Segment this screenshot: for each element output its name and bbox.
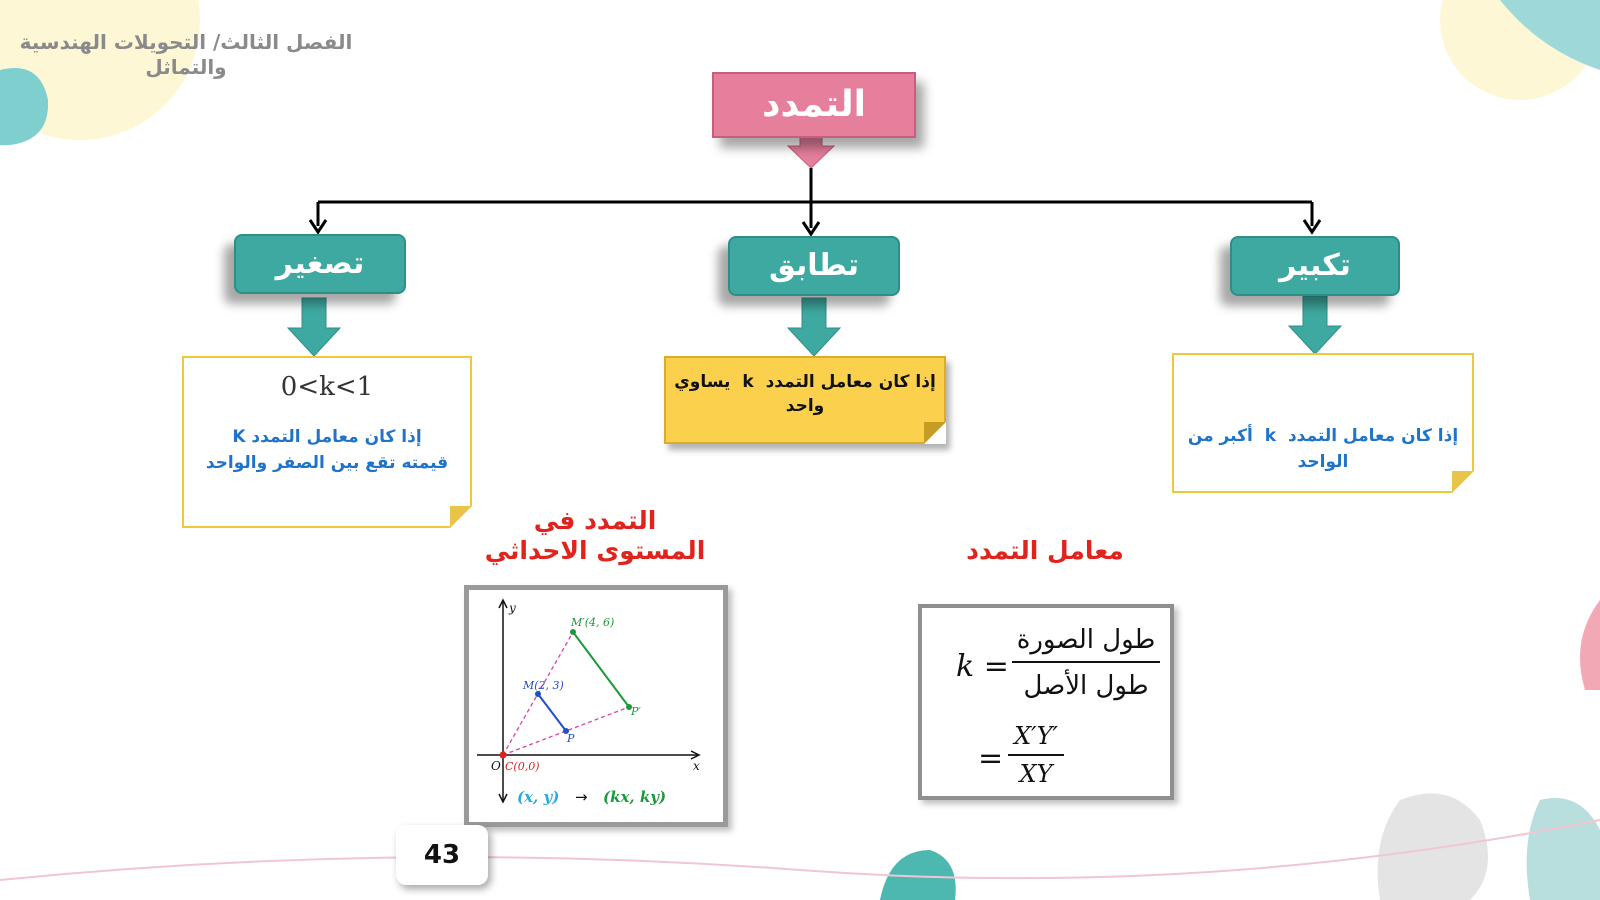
note-reduce-range: 0<k<1 bbox=[280, 372, 374, 402]
category-reduce-label: تصغير bbox=[275, 246, 365, 281]
page-fold-icon bbox=[450, 506, 472, 528]
chapter-title-line1: الفصل الثالث/ التحويلات الهندسية bbox=[19, 30, 353, 54]
scale-factor-title: معامل التمدد bbox=[966, 536, 1124, 565]
graph-x-label: x bbox=[693, 759, 700, 773]
main-title: التمدد bbox=[762, 84, 866, 125]
rule-arrow-icon: → bbox=[575, 788, 588, 806]
formula-num2: X′Y′ bbox=[1014, 722, 1058, 750]
page-fold-icon bbox=[1452, 471, 1474, 493]
original-segment bbox=[538, 694, 566, 731]
category-enlarge bbox=[1230, 236, 1400, 296]
category-enlarge-label: تكبير bbox=[1279, 248, 1351, 283]
chapter-title-line2: والتماثل bbox=[145, 55, 227, 79]
note-enlarge-k: k bbox=[1264, 426, 1277, 446]
reduce-down-arrow bbox=[288, 298, 340, 356]
category-congruent-label: تطابق bbox=[768, 248, 860, 283]
note-enlarge bbox=[1172, 353, 1474, 493]
note-enlarge-suffix: أكبر من bbox=[1187, 426, 1253, 446]
coordinate-graph bbox=[469, 590, 723, 822]
label-m: M(2, 3) bbox=[523, 679, 564, 692]
note-enlarge-line2: الواحد bbox=[1297, 452, 1349, 472]
rule-right: (kx, ky) bbox=[603, 788, 667, 806]
page-fold-icon bbox=[924, 422, 946, 444]
label-p-prime: P′ bbox=[631, 705, 641, 718]
note-enlarge-prefix: إذا كان معامل التمدد bbox=[1287, 426, 1459, 446]
image-segment bbox=[573, 632, 629, 707]
note-reduce-line2: قيمته تقع بين الصفر والواحد bbox=[205, 453, 449, 473]
note-reduce bbox=[182, 356, 472, 528]
graph-origin-label: O bbox=[491, 759, 501, 773]
note-congruent-k: k bbox=[742, 372, 754, 392]
label-m-prime: M′(4, 6) bbox=[571, 616, 615, 629]
main-title-box bbox=[712, 72, 916, 138]
formula-numerator: طول الصورة bbox=[1016, 625, 1156, 655]
page-number: 43 bbox=[396, 825, 488, 885]
point-center bbox=[500, 752, 507, 759]
formula-eq2: = bbox=[978, 741, 1004, 776]
label-center: C(0,0) bbox=[505, 760, 540, 773]
note-congruent-line2: واحد bbox=[785, 396, 825, 416]
graph-box bbox=[464, 585, 728, 827]
point-m-prime bbox=[570, 629, 576, 635]
category-reduce bbox=[234, 234, 406, 294]
note-congruent-suffix: يساوي bbox=[674, 372, 731, 392]
congruent-down-arrow bbox=[788, 298, 840, 356]
formula-denominator: طول الأصل bbox=[1023, 671, 1149, 701]
main-down-arrow bbox=[788, 134, 834, 168]
formula-den2: XY bbox=[1019, 760, 1053, 788]
dilation-plane-title-line2: المستوى الاحداثي bbox=[484, 536, 706, 565]
dilation-plane-title-line1: التمدد في bbox=[533, 506, 657, 535]
note-reduce-line1: إذا كان معامل التمدد K bbox=[232, 427, 422, 447]
graph-y-label: y bbox=[509, 601, 516, 615]
formula-lhs: k = bbox=[956, 649, 1009, 684]
rule-left: (x, y) bbox=[517, 788, 560, 806]
note-congruent bbox=[664, 356, 946, 444]
formula-svg bbox=[922, 608, 1170, 796]
enlarge-down-arrow bbox=[1289, 296, 1341, 354]
label-p: P bbox=[567, 732, 575, 745]
dilation-plane-title bbox=[470, 506, 720, 566]
formula-box bbox=[918, 604, 1174, 800]
note-congruent-prefix: إذا كان معامل التمدد bbox=[765, 372, 936, 392]
category-congruent bbox=[728, 236, 900, 296]
